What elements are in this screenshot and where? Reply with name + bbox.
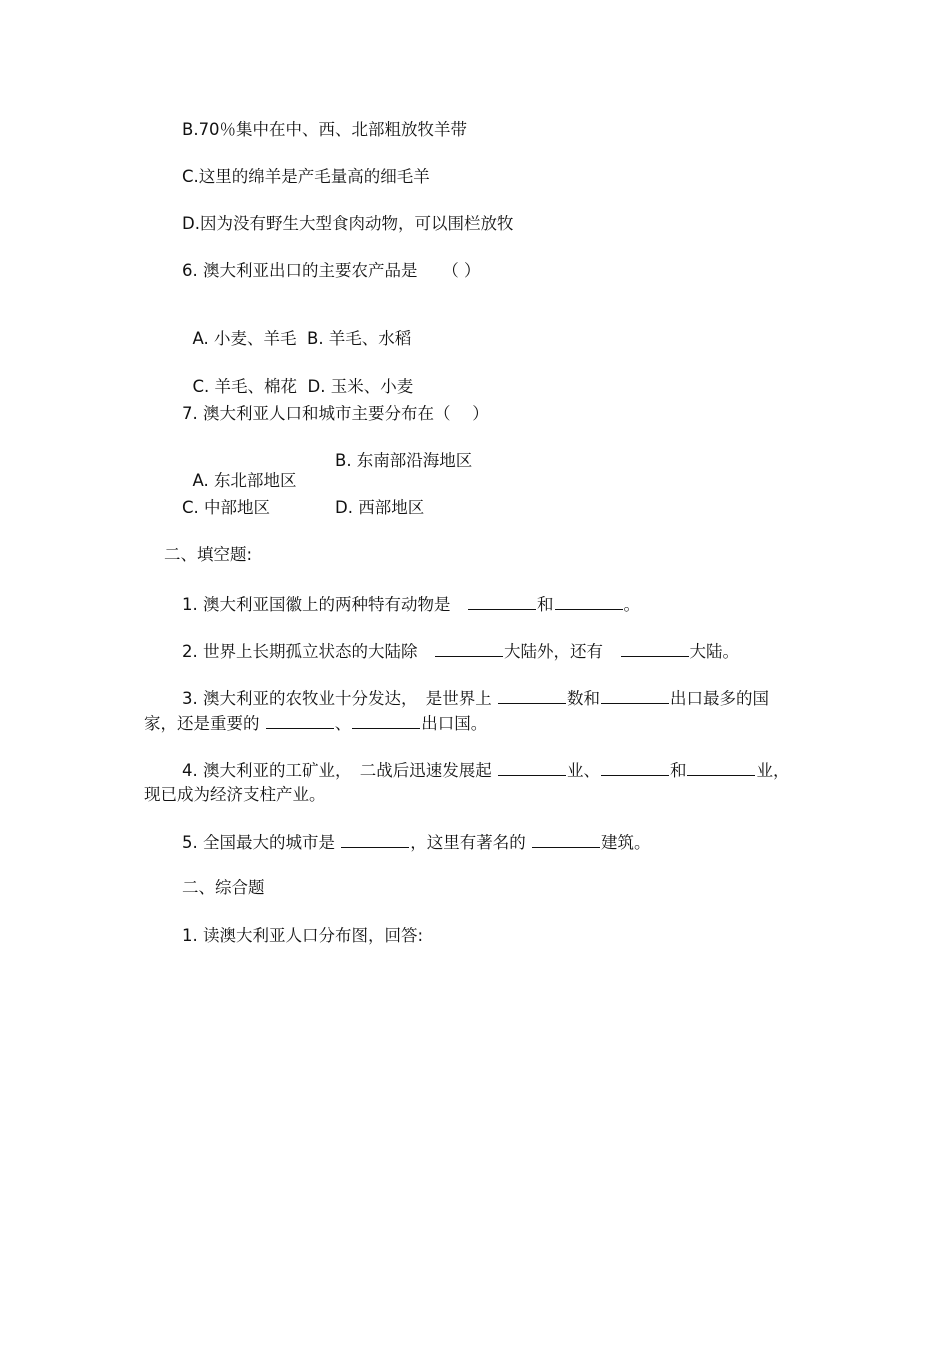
q5-option-b: B.70％集中在中、西、北部粗放牧羊带 [182,120,468,139]
fill-q3-line1: 3. 澳大利亚的农牧业十分发达， 是世界上 数和 出口最多的国 [182,689,769,708]
fill-blank[interactable] [555,593,623,610]
q6-option-b: B. 羊毛、水稻 [307,329,412,348]
section-fill-title: 二、填空题: [164,545,253,564]
fill-blank[interactable] [498,759,566,776]
fill-q4-line2: 现已成为经济支柱产业。 [144,785,326,804]
q6-option-a: A. 小麦、羊毛 [192,329,297,348]
q6-option-d: D. 玉米、小麦 [307,377,414,396]
q7-stem: 7. 澳大利亚人口和城市主要分布在（ ） [182,404,489,423]
q6-options-row2 [182,357,413,397]
fill-blank[interactable] [341,831,409,848]
q7-option-d: D. 西部地区 [335,498,425,517]
q5-option-c: C.这里的绵羊是产毛量高的细毛羊 [182,167,430,186]
fill-blank[interactable] [601,759,669,776]
fill-blank[interactable] [266,712,334,729]
fill-blank[interactable] [621,640,689,657]
fill-q4-line1: 4. 澳大利亚的工矿业， 二战后迅速发展起 业、 和 业， [182,761,790,780]
q5-option-d: D.因为没有野生大型食肉动物，可以围栏放牧 [182,214,514,233]
fill-blank[interactable] [532,831,600,848]
comprehensive-q1: 1. 读澳大利亚人口分布图，回答: [182,926,424,945]
q7-option-a: A. 东北部地区 [192,471,297,490]
q6-stem: 6. 澳大利亚出口的主要农产品是 （ ） [182,261,481,280]
q6-options-row1 [182,309,411,349]
fill-blank[interactable] [601,687,669,704]
q6-option-c: C. 羊毛、棉花 [192,377,298,396]
fill-q5: 5. 全国最大的城市是 ，这里有著名的 建筑。 [182,833,651,852]
fill-blank[interactable] [468,593,536,610]
section-comprehensive-title: 二、综合题 [182,878,265,897]
fill-q3-line2: 家，还是重要的 、 出口国。 [144,714,488,733]
q7-option-c: C. 中部地区 [182,498,271,517]
fill-q2: 2. 世界上长期孤立状态的大陆除 大陆外，还有 大陆。 [182,642,739,661]
fill-blank[interactable] [435,640,503,657]
fill-q1: 1. 澳大利亚国徽上的两种特有动物是 和 。 [182,595,640,614]
q7-option-b: B. 东南部沿海地区 [335,451,473,470]
fill-blank[interactable] [352,712,420,729]
fill-blank[interactable] [498,687,566,704]
fill-blank[interactable] [687,759,755,776]
